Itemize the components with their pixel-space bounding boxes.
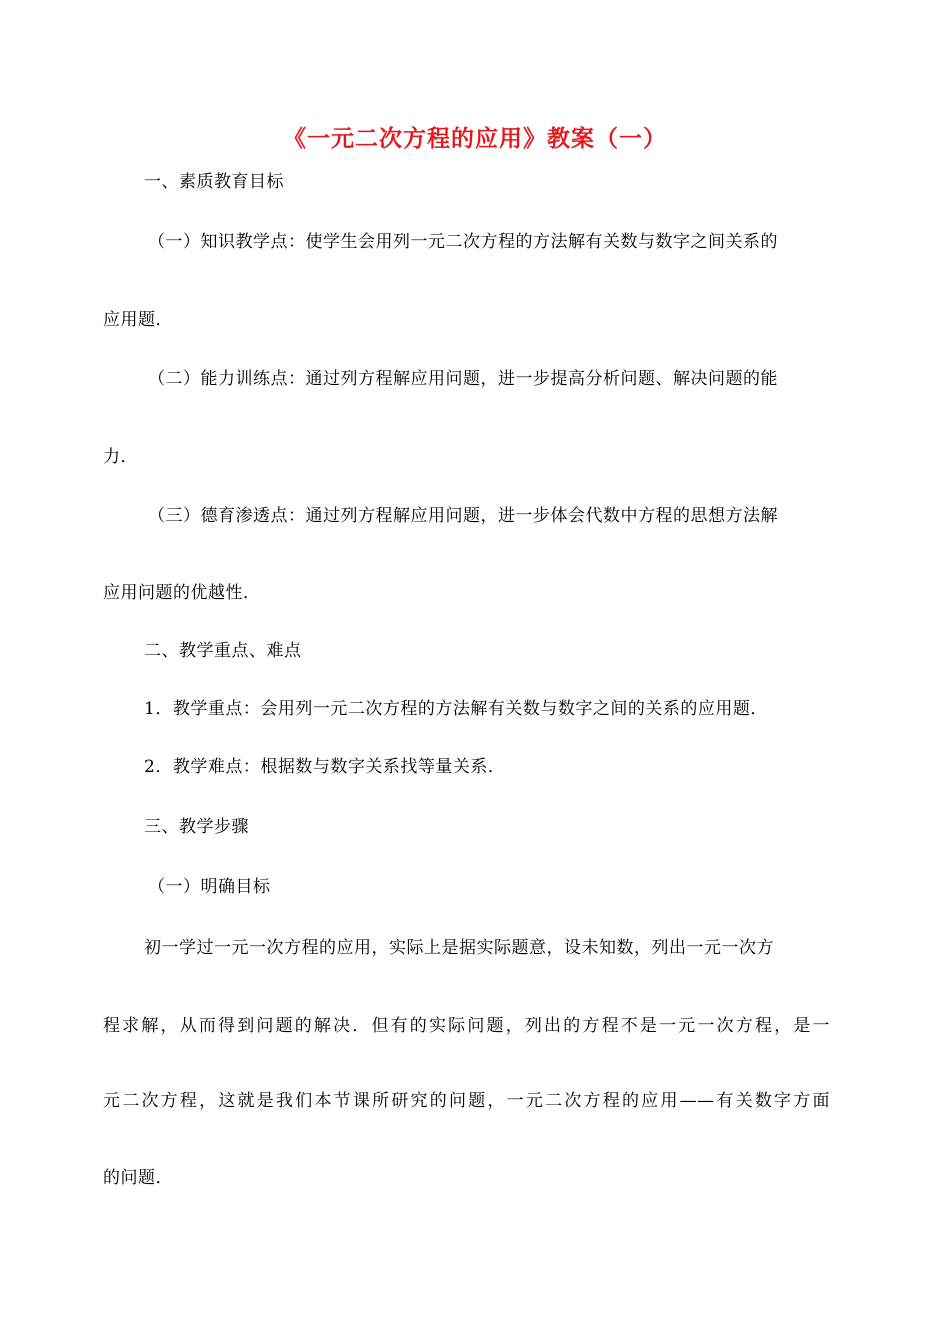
- paragraph-line: 元二次方程，这就是我们本节课所研究的问题，一元二次方程的应用——有关数字方面: [103, 1091, 830, 1111]
- list-item: 2．教学难点：根据数与数字关系找等量关系．: [144, 757, 506, 777]
- section-heading-key-points: 二、教学重点、难点: [144, 641, 302, 661]
- section-heading-goals: 一、素质教育目标: [144, 172, 284, 192]
- paragraph-line: 初一学过一元一次方程的应用，实际上是据实际题意，设未知数，列出一元一次方: [144, 938, 774, 958]
- paragraph-line: （一）知识教学点：使学生会用列一元二次方程的方法解有关数与数字之间关系的: [148, 232, 778, 252]
- paragraph-line: （三）德育渗透点：通过列方程解应用问题，进一步体会代数中方程的思想方法解: [148, 506, 778, 526]
- paragraph-line: 应用问题的优越性．: [103, 583, 261, 603]
- paragraph-line: （二）能力训练点：通过列方程解应用问题，进一步提高分析问题、解决问题的能: [148, 369, 778, 389]
- document-title: 《一元二次方程的应用》教案（一）: [283, 126, 667, 152]
- section-heading-steps: 三、教学步骤: [144, 817, 249, 837]
- paragraph-line: 程求解，从而得到问题的解决．但有的实际问题，列出的方程不是一元一次方程，是一: [103, 1016, 830, 1036]
- subsection-heading: （一）明确目标: [148, 877, 271, 897]
- paragraph-line: 的问题．: [103, 1168, 173, 1188]
- paragraph-line: 应用题．: [103, 310, 173, 330]
- paragraph-line: 力．: [103, 447, 138, 467]
- list-item: 1．教学重点：会用列一元二次方程的方法解有关数与数字之间的关系的应用题．: [144, 699, 768, 719]
